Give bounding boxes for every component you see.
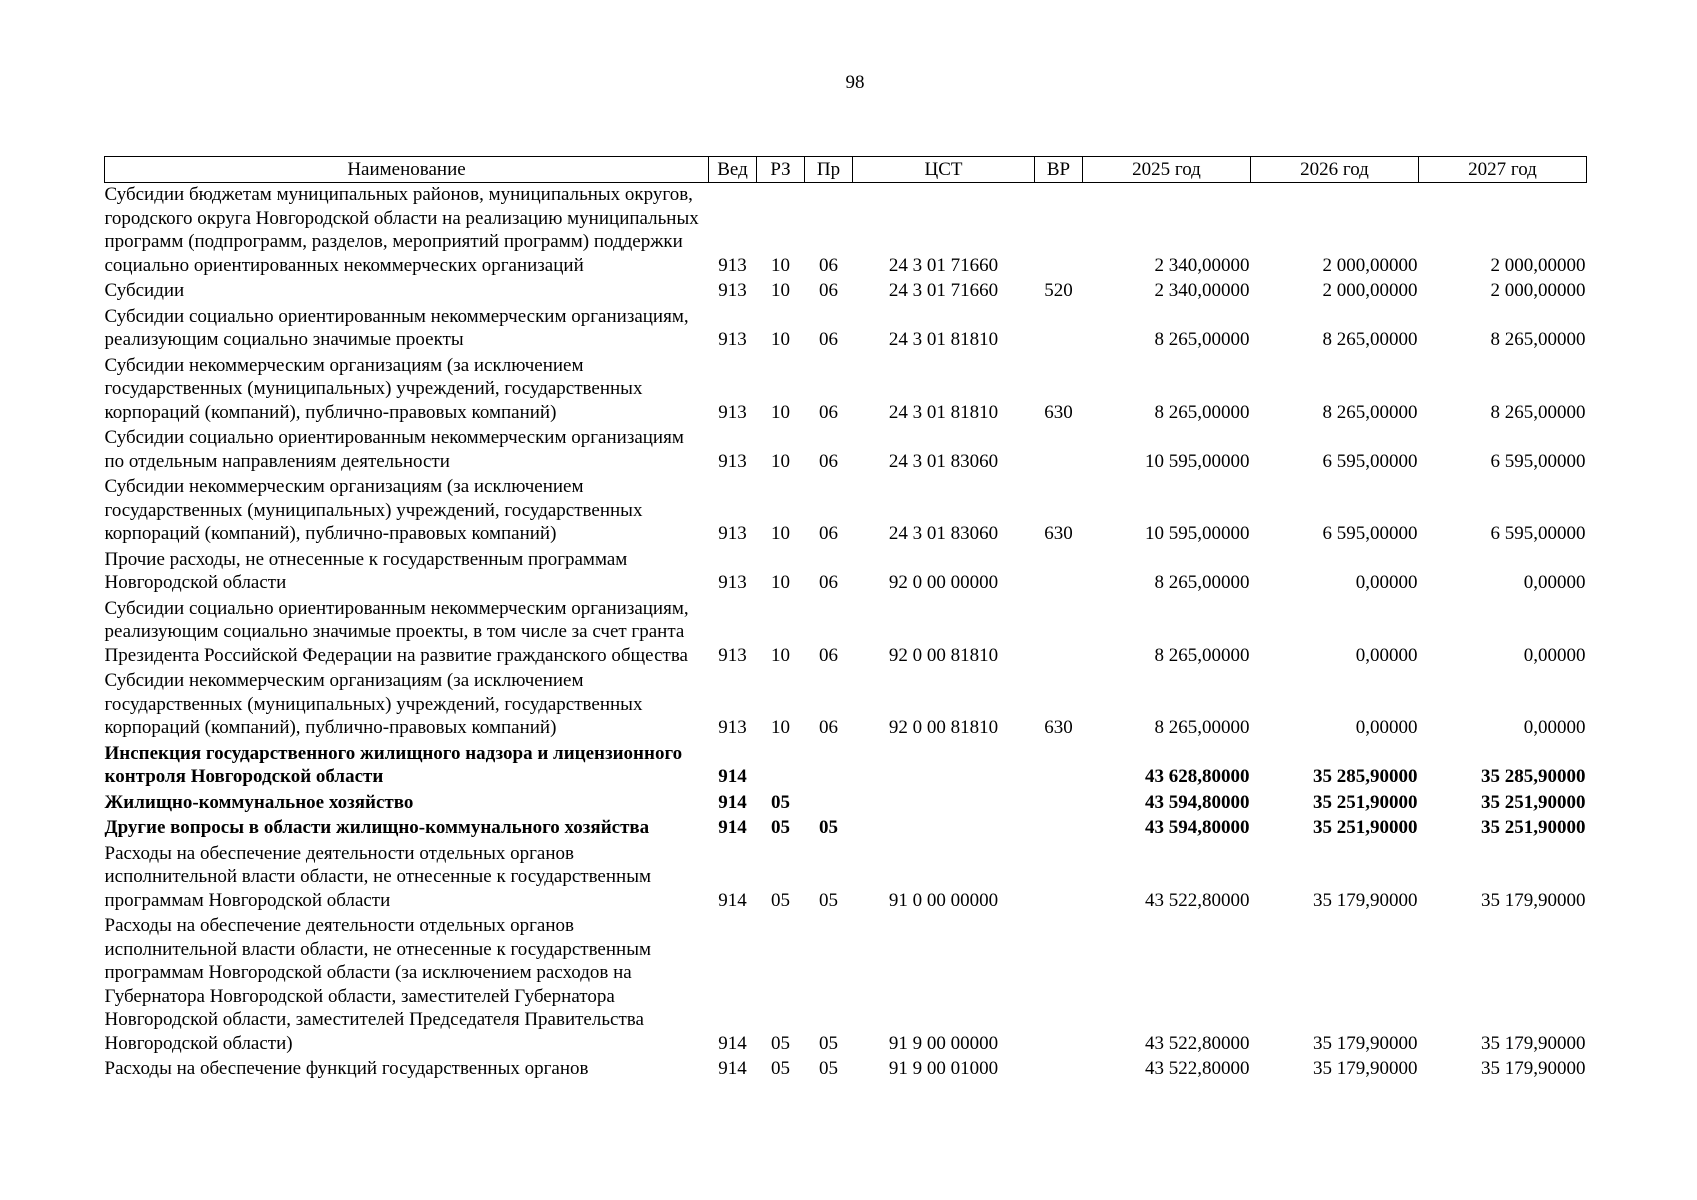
- row-vr-cell: [1035, 914, 1083, 1057]
- row-pr-cell: 05: [819, 817, 838, 838]
- row-2026-cell: 6 595,00000: [1322, 450, 1418, 472]
- row-name-cell: Субсидии некоммерческим организациям (за исключением государственных (муниципальных) учреждений, государственных корпораций (компаний), публично-правовых компаний): [104, 670, 643, 738]
- header-rz: РЗ: [757, 157, 805, 183]
- row-2025-cell: 8 265,00000: [1154, 717, 1250, 738]
- row-ved-cell: 913: [718, 280, 747, 301]
- row-2025-cell: 43 594,80000: [1145, 791, 1250, 813]
- row-ved-cell: 913: [718, 329, 747, 350]
- row-vr-cell: 630: [1044, 717, 1073, 738]
- row-ved-cell: 913: [718, 572, 747, 593]
- table-row: [105, 354, 1587, 427]
- row-name-cell: Расходы на обеспечение деятельности отдельных органов исполнительной власти области, не отнесенные к государственным программам Новгородской области: [104, 842, 651, 911]
- row-rz-cell: [757, 742, 805, 791]
- row-pr-cell: 06: [819, 401, 838, 423]
- row-2025-cell: 8 265,00000: [1154, 572, 1250, 593]
- row-pr-cell: [805, 742, 853, 791]
- row-2027-cell: 35 179,90000: [1481, 1032, 1586, 1054]
- row-cst-cell: [853, 816, 1035, 842]
- row-ved-cell: 914: [718, 1032, 747, 1054]
- row-2025-cell: 43 628,80000: [1145, 766, 1250, 787]
- row-ved-cell: 913: [718, 401, 747, 423]
- row-vr-cell: 520: [1044, 280, 1073, 301]
- row-vr-cell: [1035, 842, 1083, 915]
- table-row: [105, 1057, 1587, 1083]
- row-rz-cell: 10: [771, 450, 790, 472]
- page-number: 98: [845, 72, 865, 93]
- row-rz-cell: 10: [771, 280, 790, 301]
- row-name-cell: Расходы на обеспечение функций государственных органов: [104, 1058, 589, 1079]
- row-vr-cell: [1035, 183, 1083, 280]
- row-2025-cell: 43 522,80000: [1145, 1058, 1250, 1079]
- row-2027-cell: 35 251,90000: [1481, 817, 1586, 838]
- row-2026-cell: 8 265,00000: [1322, 329, 1418, 350]
- row-name-cell: Прочие расходы, не отнесенные к государственным программам Новгородской области: [104, 548, 628, 593]
- row-ved-cell: 913: [718, 717, 747, 738]
- row-2027-cell: 35 179,90000: [1481, 1058, 1586, 1079]
- table-row: [105, 914, 1587, 1057]
- row-2026-cell: 35 179,90000: [1313, 1058, 1418, 1079]
- row-pr-cell: 05: [819, 1058, 838, 1079]
- row-2027-cell: 6 595,00000: [1490, 523, 1586, 544]
- row-vr-cell: [1035, 1057, 1083, 1083]
- row-ved-cell: 913: [718, 523, 747, 544]
- table-row: [105, 742, 1587, 791]
- row-cst-cell: [853, 742, 1035, 791]
- row-pr-cell: 06: [819, 523, 838, 544]
- row-2026-cell: 0,00000: [1355, 717, 1418, 738]
- row-rz-cell: 10: [771, 644, 790, 666]
- budget-table: [104, 156, 1587, 1083]
- row-cst-cell: 91 9 00 01000: [888, 1058, 999, 1079]
- row-name-cell: Субсидии некоммерческим организациям (за исключением государственных (муниципальных) учреждений, государственных корпораций (компаний), публично-правовых компаний): [104, 476, 643, 544]
- row-pr-cell: [805, 791, 853, 817]
- row-pr-cell: 06: [819, 329, 838, 350]
- row-pr-cell: 06: [819, 644, 838, 666]
- row-pr-cell: 06: [819, 450, 838, 472]
- row-rz-cell: 05: [771, 889, 790, 911]
- row-cst-cell: 91 9 00 00000: [888, 1032, 999, 1054]
- row-2026-cell: 0,00000: [1355, 644, 1418, 666]
- row-2025-cell: 2 340,00000: [1154, 254, 1250, 276]
- header-2027: 2027 год: [1419, 157, 1587, 183]
- row-ved-cell: 913: [718, 254, 747, 276]
- row-2025-cell: 10 595,00000: [1145, 450, 1250, 472]
- table-row: [105, 669, 1587, 742]
- row-cst-cell: [853, 791, 1035, 817]
- row-cst-cell: 24 3 01 81810: [888, 401, 999, 423]
- row-2027-cell: 0,00000: [1523, 572, 1586, 593]
- row-pr-cell: 06: [819, 280, 838, 301]
- table-row: [105, 475, 1587, 548]
- row-name-cell: Жилищно-коммунальное хозяйство: [104, 791, 414, 813]
- row-ved-cell: 914: [718, 791, 747, 813]
- header-vr: ВР: [1035, 157, 1083, 183]
- row-2027-cell: 35 179,90000: [1481, 889, 1586, 911]
- row-name-cell: Субсидии социально ориентированным некоммерческим организациям, реализующим социально значимые проекты: [104, 305, 689, 350]
- row-2025-cell: 8 265,00000: [1154, 401, 1250, 423]
- table-row: [105, 548, 1587, 597]
- row-vr-cell: [1035, 742, 1083, 791]
- row-pr-cell: 06: [819, 572, 838, 593]
- header-name: Наименование: [105, 157, 709, 183]
- row-vr-cell: [1035, 548, 1083, 597]
- row-ved-cell: 914: [718, 1058, 747, 1079]
- row-2025-cell: 2 340,00000: [1154, 280, 1250, 301]
- row-2027-cell: 6 595,00000: [1490, 450, 1586, 472]
- row-cst-cell: 24 3 01 83060: [888, 450, 999, 472]
- row-2025-cell: 8 265,00000: [1154, 644, 1250, 666]
- row-2027-cell: 8 265,00000: [1490, 401, 1586, 423]
- table-row: [105, 279, 1587, 305]
- row-vr-cell: [1035, 305, 1083, 354]
- table-body: [105, 183, 1587, 1083]
- table-row: [105, 305, 1587, 354]
- row-2025-cell: 43 522,80000: [1145, 889, 1250, 911]
- row-name-cell: Субсидии некоммерческим организациям (за исключением государственных (муниципальных) учреждений, государственных корпораций (компаний), публично-правовых компаний): [104, 354, 643, 423]
- row-vr-cell: [1035, 816, 1083, 842]
- row-2027-cell: 35 285,90000: [1481, 766, 1586, 787]
- row-rz-cell: 10: [771, 329, 790, 350]
- row-vr-cell: 630: [1044, 523, 1073, 544]
- row-cst-cell: 24 3 01 83060: [888, 523, 999, 544]
- row-pr-cell: 05: [819, 1032, 838, 1054]
- row-rz-cell: 10: [771, 523, 790, 544]
- table-row: [105, 597, 1587, 670]
- table-row: [105, 791, 1587, 817]
- header-2025: 2025 год: [1083, 157, 1251, 183]
- row-2026-cell: 8 265,00000: [1322, 401, 1418, 423]
- row-rz-cell: 10: [771, 254, 790, 276]
- row-rz-cell: 05: [771, 1058, 790, 1079]
- row-2026-cell: 35 251,90000: [1313, 791, 1418, 813]
- row-2026-cell: 35 285,90000: [1313, 766, 1418, 787]
- row-vr-cell: 630: [1044, 401, 1073, 423]
- row-2025-cell: 8 265,00000: [1154, 329, 1250, 350]
- row-pr-cell: 06: [819, 717, 838, 738]
- row-pr-cell: 05: [819, 889, 838, 911]
- row-2027-cell: 8 265,00000: [1490, 329, 1586, 350]
- row-rz-cell: 05: [771, 817, 790, 838]
- row-name-cell: Расходы на обеспечение деятельности отдельных органов исполнительной власти области, не отнесенные к государственным программам Новгородской области (за исключением расходов на Губернатора Новгородской области, заместителей Губернатора Новгородской области, заместителей Председателя Правительства Новгородской области): [104, 915, 651, 1054]
- row-2027-cell: 2 000,00000: [1490, 254, 1586, 276]
- row-cst-cell: 92 0 00 81810: [888, 717, 999, 738]
- row-2026-cell: 35 179,90000: [1313, 889, 1418, 911]
- row-cst-cell: 24 3 01 71660: [888, 254, 999, 276]
- row-name-cell: Субсидии социально ориентированным некоммерческим организациям по отдельным направлениям деятельности: [104, 427, 684, 472]
- table-row: [105, 816, 1587, 842]
- row-cst-cell: 92 0 00 00000: [888, 572, 999, 593]
- row-name-cell: Субсидии бюджетам муниципальных районов, муниципальных округов, городского округа Новгородской области на реализацию муниципальных программ (подпрограмм, разделов, мероприятий программ) поддержки социально ориентированных некоммерческих организаций: [104, 184, 699, 276]
- row-name-cell: Инспекция государственного жилищного надзора и лицензионного контроля Новгородской области: [104, 742, 683, 787]
- row-ved-cell: 914: [718, 817, 747, 838]
- row-cst-cell: 91 0 00 00000: [888, 889, 999, 911]
- row-2027-cell: 0,00000: [1523, 644, 1586, 666]
- row-ved-cell: 914: [718, 889, 747, 911]
- row-2027-cell: 35 251,90000: [1481, 791, 1586, 813]
- table-row: [105, 183, 1587, 280]
- header-2026: 2026 год: [1251, 157, 1419, 183]
- row-2026-cell: 2 000,00000: [1322, 280, 1418, 301]
- row-rz-cell: 10: [771, 572, 790, 593]
- table-header-row: [105, 157, 1587, 183]
- row-2026-cell: 6 595,00000: [1322, 523, 1418, 544]
- row-ved-cell: 914: [718, 766, 747, 787]
- row-cst-cell: 92 0 00 81810: [888, 644, 999, 666]
- row-ved-cell: 913: [718, 450, 747, 472]
- row-vr-cell: [1035, 791, 1083, 817]
- row-2027-cell: 0,00000: [1523, 717, 1586, 738]
- row-cst-cell: 24 3 01 71660: [888, 280, 999, 301]
- header-ved: Вед: [709, 157, 757, 183]
- row-2026-cell: 35 251,90000: [1313, 817, 1418, 838]
- row-ved-cell: 913: [718, 644, 747, 666]
- row-2026-cell: 0,00000: [1355, 572, 1418, 593]
- row-2026-cell: 2 000,00000: [1322, 254, 1418, 276]
- row-rz-cell: 05: [771, 1032, 790, 1054]
- table-row: [105, 426, 1587, 475]
- row-2025-cell: 43 594,80000: [1145, 817, 1250, 838]
- row-cst-cell: 24 3 01 81810: [888, 329, 999, 350]
- row-2025-cell: 10 595,00000: [1145, 523, 1250, 544]
- header-pr: Пр: [805, 157, 853, 183]
- row-vr-cell: [1035, 426, 1083, 475]
- row-name-cell: Субсидии социально ориентированным некоммерческим организациям, реализующим социально значимые проекты, в том числе за счет гранта Президента Российской Федерации на развитие гражданского общества: [104, 597, 689, 666]
- row-rz-cell: 05: [771, 791, 790, 813]
- row-name-cell: Субсидии: [104, 280, 185, 301]
- row-vr-cell: [1035, 597, 1083, 670]
- header-cst: ЦСТ: [853, 157, 1035, 183]
- table-row: [105, 842, 1587, 915]
- row-name-cell: Другие вопросы в области жилищно-коммунального хозяйства: [104, 817, 650, 838]
- row-2025-cell: 43 522,80000: [1145, 1032, 1250, 1054]
- row-rz-cell: 10: [771, 717, 790, 738]
- row-2026-cell: 35 179,90000: [1313, 1032, 1418, 1054]
- row-2027-cell: 2 000,00000: [1490, 280, 1586, 301]
- row-rz-cell: 10: [771, 401, 790, 423]
- row-pr-cell: 06: [819, 254, 838, 276]
